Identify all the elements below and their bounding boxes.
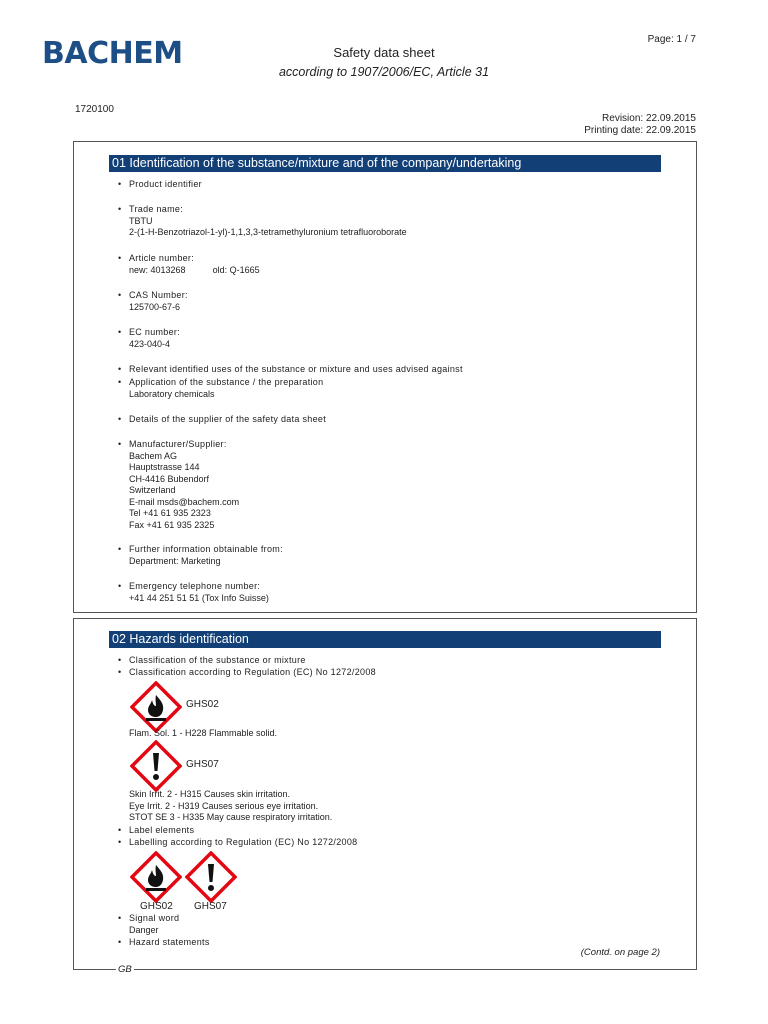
hazard-statements: • Hazard statements — [118, 937, 210, 947]
further-info: • Further information obtainable from: Department: Marketing — [118, 544, 283, 566]
labelling-regulation: • Labelling according to Regulation (EC) No 1272/2008 — [118, 837, 358, 847]
ghs02-label: GHS02 — [186, 699, 219, 710]
revision-block — [584, 113, 696, 137]
emergency-phone: • Emergency telephone number: +41 44 251 51 51 (Tox Info Suisse) — [118, 581, 269, 603]
section-heading: 02 Hazards identification — [109, 631, 661, 648]
supplier-details: • Details of the supplier of the safety data sheet — [118, 414, 327, 424]
flame-pictogram-icon — [130, 681, 182, 733]
ghs02-text: Flam. Sol. 1 - H228 Flammable solid. — [129, 728, 278, 738]
label-ghs07: GHS07 — [194, 901, 227, 912]
printing-date: Printing date: 22.09.2015 — [584, 125, 696, 136]
flame-pictogram-icon — [130, 851, 182, 903]
classification-regulation: • Classification according to Regulation (EC) No 1272/2008 — [118, 667, 376, 677]
revision-date: Revision: 22.09.2015 — [602, 113, 696, 124]
classification: • Classification of the substance or mixture — [118, 655, 306, 665]
page-number: Page: 1 / 7 — [647, 34, 696, 45]
cas-number: • CAS Number: 125700-67-6 — [118, 290, 188, 312]
relevant-uses: • Relevant identified uses of the substance or mixture and uses advised against — [118, 364, 463, 374]
label-ghs02: GHS02 — [140, 901, 173, 912]
ec-number: • EC number: 423-040-4 — [118, 327, 181, 349]
exclamation-pictogram-icon — [130, 740, 182, 792]
continued-note: (Contd. on page 2) — [580, 947, 660, 958]
product-identifier: • Product identifier — [118, 179, 202, 189]
article-number: • Article number: new: 4013268 old: Q-1665 — [118, 253, 260, 275]
section-hazards — [73, 618, 697, 970]
manufacturer: • Manufacturer/Supplier: Bachem AG Hauptstrasse 144 CH-4416 Bubendorf Switzerland E-mail msds@bachem.com Tel +41 61 935 2323 Fax +41 61 935 2325 — [118, 439, 240, 530]
document-id: 1720100 — [75, 104, 114, 115]
ghs07-text: Skin Irrit. 2 - H315 Causes skin irritation. Eye Irrit. 2 - H319 Causes serious eye irritation. STOT SE 3 - H335 May cause respiratory irritation. — [129, 789, 333, 822]
signal-word: • Signal word Danger — [118, 913, 180, 935]
document-subtitle: according to 1907/2006/EC, Article 31 — [278, 65, 490, 79]
document-title: Safety data sheet — [333, 45, 435, 60]
section-heading: 01 Identification of the substance/mixture and of the company/undertaking — [109, 155, 661, 172]
ghs07-label: GHS07 — [186, 759, 219, 770]
section-identification — [73, 141, 697, 613]
exclamation-pictogram-icon — [185, 851, 237, 903]
language-code: GB — [118, 964, 132, 975]
trade-name: • Trade name: TBTU 2-(1-H-Benzotriazol-1-yl)-1,1,3,3-tetramethyluronium tetrafluoroborate — [118, 204, 407, 237]
company-logo: BACHEM — [42, 36, 183, 71]
label-elements: • Label elements — [118, 825, 195, 835]
application: • Application of the substance / the preparation Laboratory chemicals — [118, 377, 324, 399]
